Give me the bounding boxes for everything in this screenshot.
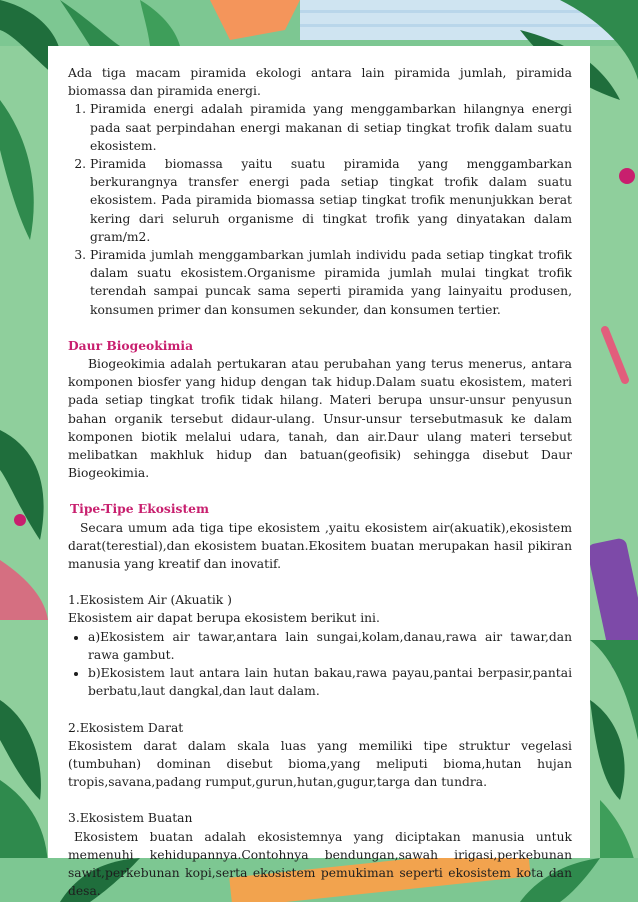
darat-title: 2.Ekosistem Darat — [68, 720, 184, 735]
buatan-paragraph: Ekosistem buatan adalah ekosistemnya yang diciptakan manusia untuk memenuhi kehidupannya.Contohnya bendungan,sawah irigasi,perkebunan sawit,perkebunan kopi,serta ekosistem pemukiman seperti ekosistem kota dan desa. — [68, 829, 572, 899]
content-card — [48, 46, 590, 899]
pyramid-list — [68, 100, 572, 318]
darat-paragraph: Ekosistem darat dalam skala luas yang memiliki tipe struktur vegelasi (tumbuhan) dominan disebut bioma,yang meliputi bioma,hutan hujan tropis,savana,padang rumput,gurun,hutan,gugur,targa dan tundra. — [68, 738, 572, 790]
intro-paragraph: Ada tiga macam piramida ekologi antara lain piramida jumlah, piramida biomassa dan piramida energi. — [68, 66, 572, 99]
list-item: • a)Ekosistem air tawar,antara lain sungai,kolam,danau,rawa air tawar,dan rawa gambut. — [88, 628, 572, 664]
list-item: • b)Ekosistem laut antara lain hutan bakau,rawa payau,pantai berpasir,pantai berbatu,laut dangkal,dan laut dalam. — [88, 664, 572, 700]
types-paragraph: Secara umum ada tiga tipe ekosistem ,yaitu ekosistem air(akuatik),ekosistem darat(terestial),dan ekosistem buatan.Ekositem buatan merupakan hasil pikiran manusia yang kreatif dan inovatif. — [68, 520, 572, 572]
list-item: 3. Piramida jumlah menggambarkan jumlah individu pada setiap tingkat trofik dalam suatu ekosistem.Organisme piramida jumlah mulai tingkat trofik terendah sampai puncak sama seperti piramida yang lainyaitu produsen, konsumen primer dan konsumen sekunder, dan konsumen tertier. — [90, 246, 572, 319]
air-lead: Ekosistem air dapat berupa ekosistem berikut ini. — [68, 611, 380, 626]
list-item: 1. Piramida energi adalah piramida yang menggambarkan hilangnya energi pada saat perpindahan energi makanan di setiap tingkat trofik dalam suatu ekosistem. — [90, 100, 572, 155]
list-item: 2. Piramida biomassa yaitu suatu piramida yang menggambarkan berkurangnya transfer energi pada setiap tingkat trofik dalam suatu ekosistem. Pada piramida biomassa setiap tingkat trofik menunjukkan berat kering dari seluruh organisme di tingkat trofik yang dinyatakan dalam gram/m2. — [90, 155, 572, 246]
biogeo-heading: Daur Biogeokimia — [68, 337, 194, 353]
air-list — [68, 628, 572, 701]
biogeo-paragraph: Biogeokimia adalah pertukaran atau perubahan yang terus menerus, antara komponen biosfer yang hidup dengan tak hidup.Dalam suatu ekosistem, materi pada setiap tingkat trofik tidak hilang. Materi berupa unsur-unsur penyusun bahan organik tersebut didaur-ulang. Unsur-unsur tersebutmasuk ke dalam komponen biotik melalui udara, tanah, dan air.Daur ulang materi tersebut melibatkan makhluk hidup dan batuan(geofisik) sehingga disebut Daur Biogeokimia. — [68, 357, 572, 481]
air-title: 1.Ekosistem Air (Akuatik ) — [68, 593, 232, 608]
buatan-title: 3.Ekosistem Buatan — [68, 811, 193, 826]
types-heading: Tipe-Tipe Ekosistem — [70, 501, 209, 517]
